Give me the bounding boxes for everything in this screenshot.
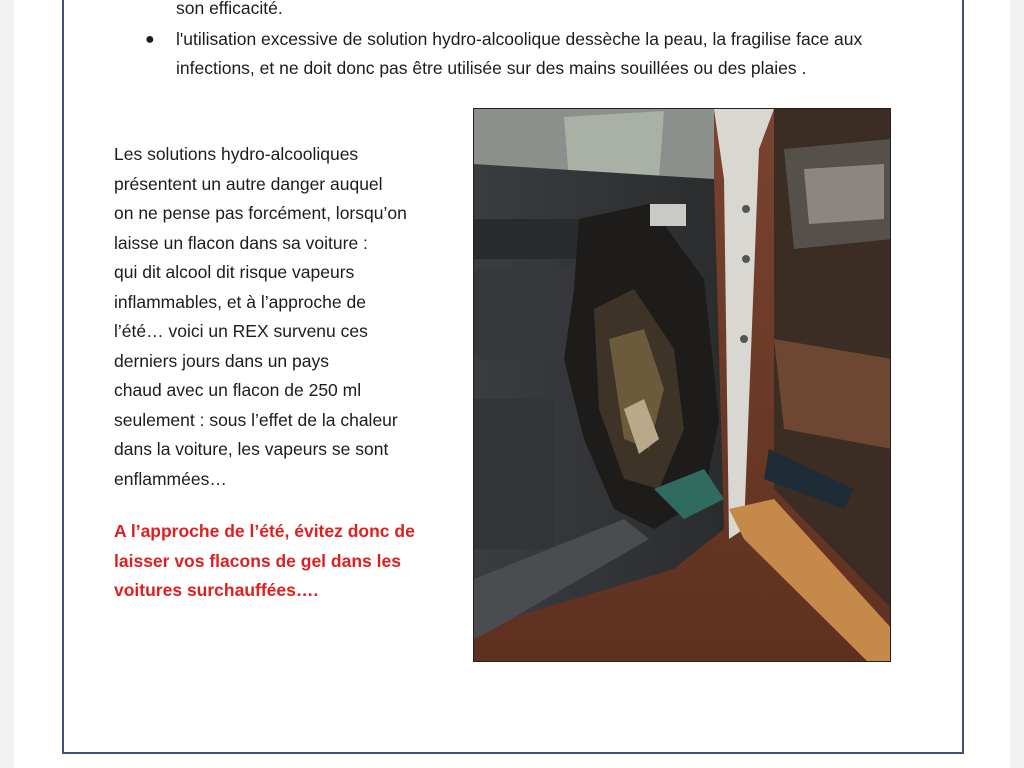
body-paragraph [114,140,464,494]
paragraph-line: chaud avec un flacon de 250 ml [114,380,362,400]
paragraph-line: présentent un autre danger auquel [114,173,383,194]
warning-line: voitures surchauffées…. [114,580,319,600]
paragraph-line: laisse un flacon dans sa voiture : [114,232,368,253]
paragraph-line: qui dit alcool dit risque vapeurs [114,262,355,282]
warning-line: laisser vos flacons de gel dans les [114,550,401,571]
warning-line: A l’approche de l’été, évitez donc de [114,521,415,541]
bullet-dot-icon: ● [145,31,155,48]
paragraph-line: derniers jours dans un pays [114,350,329,371]
paragraph-line: enflammées… [114,468,227,489]
warning-paragraph [114,517,474,606]
burned-car-door-photo [473,108,891,662]
photo-illustration [474,109,891,662]
paragraph-line: seulement : sous l’effet de la chaleur [114,409,398,430]
paragraph-line: l’été… voici un REX survenu ces [114,321,368,341]
paragraph-line: dans la voiture, les vapeurs se sont [114,439,389,459]
paragraph-line: inflammables, et à l’approche de [114,291,366,312]
paragraph-line: Les solutions hydro-alcooliques [114,144,359,164]
paragraph-line: on ne pense pas forcément, lorsqu’on [114,203,407,223]
bullet-continuation: son efficacité. [176,0,283,18]
bullet-item: l'utilisation excessive de solution hydro-alcoolique dessèche la peau, la fragilise face aux infections, et ne doit donc pas être utilisée sur des mains souillées ou des plaies . [176,29,863,78]
